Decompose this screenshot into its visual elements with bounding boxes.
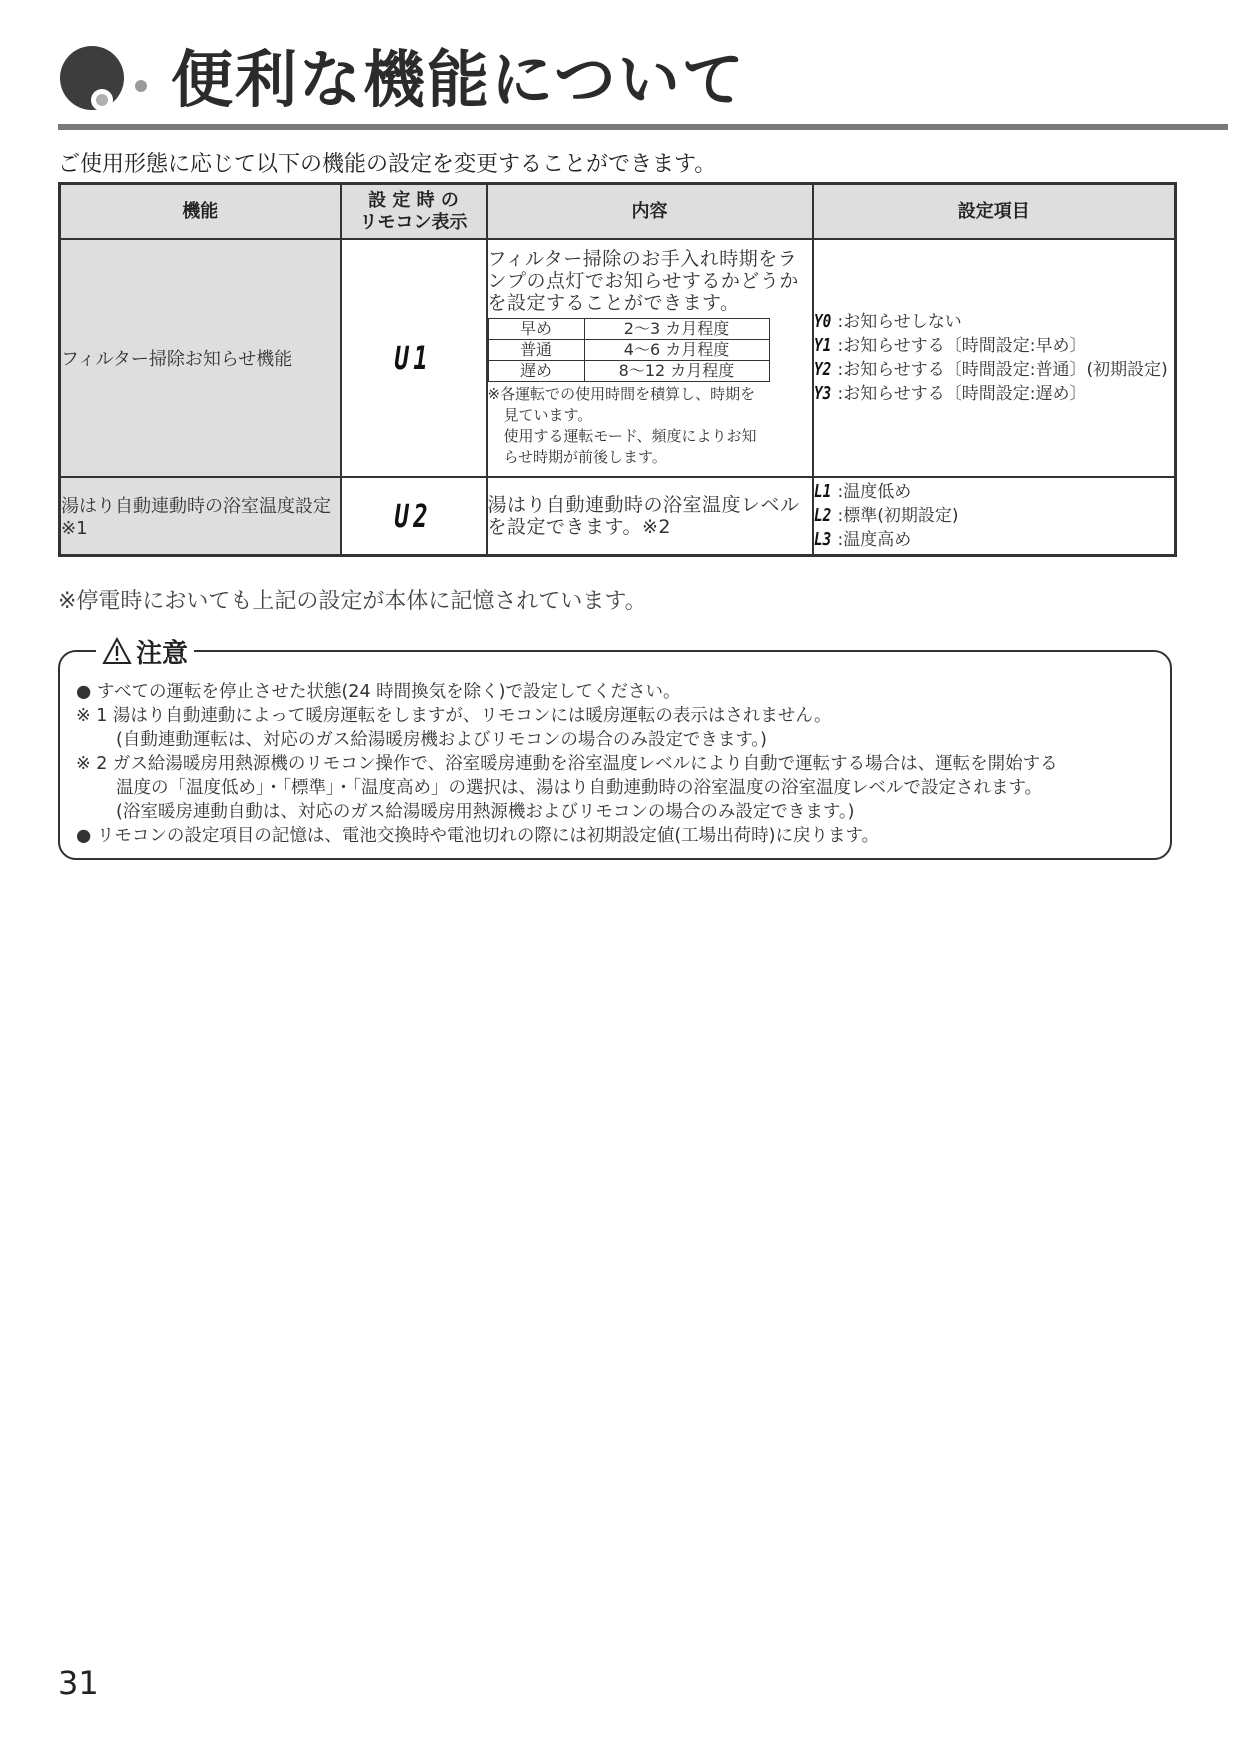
code-cell (341, 239, 487, 477)
description-cell (487, 239, 813, 477)
setting-text: :お知らせする〔時間設定:遅め〕 (837, 384, 1087, 404)
period-row (488, 319, 769, 340)
period-row (488, 361, 769, 382)
setting-text: :お知らせしない (837, 312, 962, 332)
header-remote-line1: 設 定 時 の (368, 189, 459, 211)
period-value: 2～3 カ月程度 (584, 319, 769, 340)
caution-heading (96, 628, 194, 674)
header-remote-line2: リモコン表示 (359, 211, 468, 233)
header-content: 内容 (487, 184, 813, 240)
period-value: 8～12 カ月程度 (584, 361, 769, 382)
table-row (60, 477, 1176, 555)
description-line: を設定することができます。 (487, 292, 740, 314)
page-title: 便利な機能について (171, 43, 746, 116)
usage-note: らせ時期が前後します。 (503, 448, 667, 466)
caution-item: ※ 2 ガス給湯暖房用熱源機のリモコン操作で、浴室暖房連動を浴室温度レベルにより自動で運転する場合は、運転を開始する (76, 754, 1058, 774)
setting-item (814, 480, 1175, 504)
settings-cell (813, 239, 1176, 477)
setting-code: L3 (813, 528, 831, 550)
description-line: フィルター掃除のお手入れ時期をラ (487, 248, 798, 270)
remote-code: U1 (394, 339, 433, 377)
settings-table (58, 182, 1177, 557)
period-row (488, 340, 769, 361)
remote-code: U2 (394, 496, 433, 535)
function-name: フィルター掃除お知らせ機能 (61, 349, 293, 370)
setting-code: Y3 (813, 383, 831, 404)
warning-icon (102, 637, 132, 665)
usage-note: 見ています。 (503, 406, 593, 424)
description-line: 湯はり自動連動時の浴室温度レベル (487, 493, 800, 516)
setting-text: :お知らせする〔時間設定:普通〕(初期設定) (837, 360, 1168, 380)
title-rule (58, 124, 1228, 130)
setting-code: Y1 (813, 335, 831, 356)
caution-item: 温度の「温度低め」・「標準」・「温度高め」の選択は、湯はり自動連動時の浴室温度の浴室温度レベルで設定されます。 (116, 778, 1043, 798)
period-label: 普通 (488, 340, 584, 361)
function-cell (60, 239, 341, 477)
caution-item: ● リモコンの設定項目の記憶は、電池交換時や電池切れの際には初期設定値(工場出荷時)に戻ります。 (76, 826, 880, 846)
setting-code: L2 (813, 504, 831, 526)
code-cell (341, 477, 487, 555)
period-label: 早め (488, 319, 584, 340)
table-row (60, 239, 1176, 477)
caution-list (76, 680, 1058, 848)
caution-box (58, 638, 1172, 860)
setting-text: :お知らせする〔時間設定:早め〕 (837, 336, 1087, 356)
settings-cell (813, 477, 1176, 555)
description-line: を設定できます。※2 (487, 515, 671, 538)
table-header-row (60, 184, 1176, 240)
setting-item (814, 310, 1175, 334)
caution-item: (自動連動運転は、対応のガス給湯暖房機およびリモコンの場合のみ設定できます。) (116, 730, 768, 750)
setting-code: L1 (813, 480, 831, 502)
setting-item (814, 358, 1175, 382)
setting-item (814, 504, 1175, 528)
setting-code: Y2 (813, 359, 831, 380)
period-label: 遅め (488, 361, 584, 382)
setting-text: :標準(初期設定) (837, 505, 959, 526)
setting-item (814, 382, 1175, 406)
header-function: 機能 (60, 184, 341, 240)
usage-note: ※各運転での使用時間を積算し、時期を (487, 385, 756, 403)
caution-title: 注意 (136, 638, 189, 669)
usage-note: 使用する運転モード、頻度によりお知 (503, 427, 757, 445)
intro-text: ご使用形態に応じて以下の機能の設定を変更することができます。 (58, 152, 717, 177)
period-value: 4～6 カ月程度 (584, 340, 769, 361)
page-number: 31 (58, 1664, 99, 1702)
header-settings: 設定項目 (813, 184, 1176, 240)
title-bar (58, 38, 1228, 130)
setting-item (814, 334, 1175, 358)
setting-item (814, 528, 1175, 552)
header-remote-display (341, 184, 487, 240)
function-name: 湯はり自動連動時の浴室温度設定 (61, 496, 331, 518)
caution-item: ● すべての運転を停止させた状態(24 時間換気を除く)で設定してください。 (76, 682, 681, 702)
caution-item: ※ 1 湯はり自動連動によって暖房運転をしますが、リモコンには暖房運転の表示はされません。 (76, 706, 832, 726)
caution-item: (浴室暖房連動自動は、対応のガス給湯暖房用熱源機およびリモコンの場合のみ設定できます。) (116, 802, 855, 822)
function-cell (60, 477, 341, 555)
power-outage-note: ※停電時においても上記の設定が本体に記憶されています。 (58, 589, 647, 614)
description-cell (487, 477, 813, 555)
function-footnote: ※1 (61, 518, 88, 540)
section-bullet-icon (58, 42, 158, 118)
setting-text: :温度高め (837, 529, 912, 550)
setting-text: :温度低め (837, 481, 912, 502)
description-line: ンプの点灯でお知らせするかどうか (487, 270, 799, 292)
setting-code: Y0 (813, 311, 831, 332)
period-table (488, 318, 770, 382)
